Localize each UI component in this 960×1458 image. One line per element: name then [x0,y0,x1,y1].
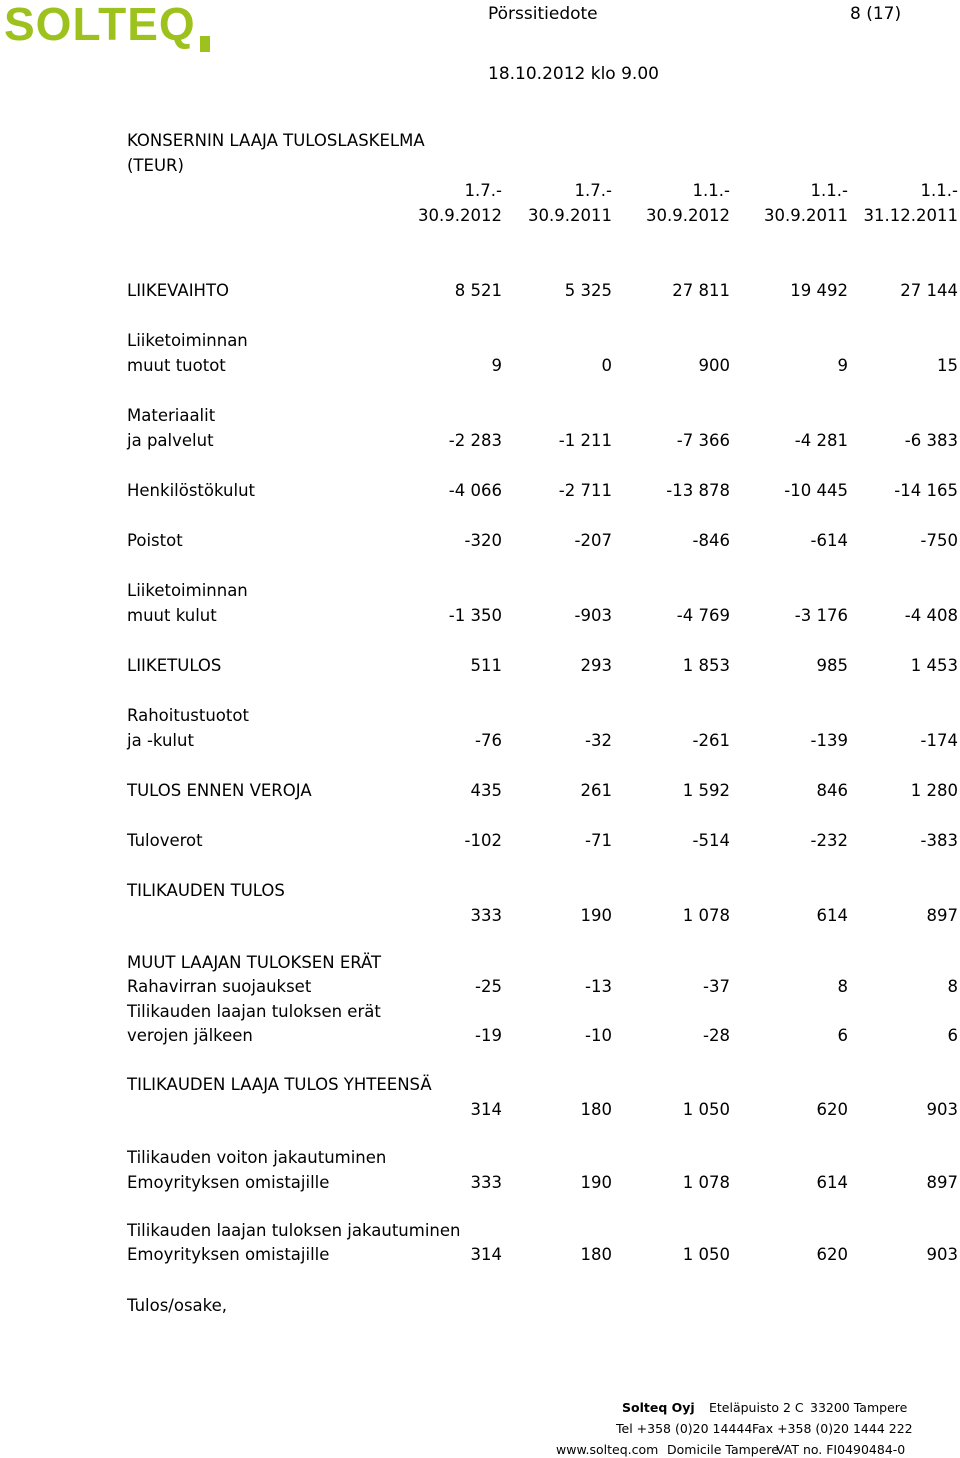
table-cell: -903 [574,606,612,625]
table-cell: 897 [926,1173,958,1192]
table-cell: -4 408 [904,606,958,625]
row-label: muut kulut [127,606,217,625]
table-cell: 0 [601,356,612,375]
table-cell: -76 [475,731,502,750]
row-label: TILIKAUDEN LAAJA TULOS YHTEENSÄ [127,1075,432,1094]
table-cell: 1 280 [910,781,958,800]
table-cell: 9 [491,356,502,375]
table-cell: -1 211 [558,431,612,450]
table-cell: -320 [464,531,502,550]
table-cell: 6 [947,1026,958,1045]
table-cell: 1 592 [682,781,730,800]
table-cell: -232 [810,831,848,850]
table-cell: 900 [698,356,730,375]
row-label: Emoyrityksen omistajille [127,1173,330,1192]
table-cell: -71 [585,831,612,850]
table-cell: -13 [585,977,612,996]
column-header-period-end: 30.9.2011 [764,206,848,225]
table-cell: 1 050 [682,1245,730,1264]
column-header-period-end: 30.9.2011 [528,206,612,225]
table-cell: -207 [574,531,612,550]
table-cell: 19 492 [790,281,848,300]
page-number: 8 (17) [850,4,902,24]
table-cell: -14 165 [894,481,958,500]
row-label: verojen jälkeen [127,1026,253,1045]
row-label: LIIKETULOS [127,656,222,675]
table-cell: -174 [920,731,958,750]
table-cell: -514 [692,831,730,850]
table-cell: 620 [816,1100,848,1119]
row-label: Tuloverot [127,831,203,850]
statement-unit: (TEUR) [127,156,184,175]
solteq-logo [4,0,224,56]
column-header-period-end: 30.9.2012 [418,206,502,225]
table-cell: -261 [692,731,730,750]
footer-vat: VAT no. FI0490484-0 [776,1442,906,1457]
column-header-period-start: 1.1.- [920,181,958,200]
solteq-logo-graphic [4,0,224,56]
table-cell: 1 078 [682,1173,730,1192]
footer-address: Eteläpuisto 2 C [709,1400,804,1415]
table-cell: -102 [464,831,502,850]
row-label: Poistot [127,531,183,550]
release-date: 18.10.2012 klo 9.00 [488,64,659,84]
table-cell: -32 [585,731,612,750]
row-label: Materiaalit [127,406,216,425]
row-label: Tulos/osake, [127,1296,228,1315]
footer-city: 33200 Tampere [810,1400,908,1415]
table-cell: 27 811 [672,281,730,300]
column-header-period-end: 30.9.2012 [646,206,730,225]
column-header-period-end: 31.12.2011 [863,206,958,225]
table-cell: -1 350 [448,606,502,625]
doc-type: Pörssitiedote [488,4,598,24]
row-label: Liiketoiminnan [127,581,248,600]
footer-web: www.solteq.com [556,1442,659,1457]
column-header-period-start: 1.1.- [810,181,848,200]
table-cell: 614 [816,1173,848,1192]
table-cell: -10 445 [784,481,848,500]
table-cell: 15 [937,356,958,375]
table-cell: 314 [470,1245,502,1264]
table-cell: -383 [920,831,958,850]
table-cell: 27 144 [900,281,958,300]
logo-wordmark: SOLTEQ [4,0,196,50]
table-cell: 511 [470,656,502,675]
table-cell: 8 [837,977,848,996]
row-label: Henkilöstökulut [127,481,256,500]
table-cell: -4 066 [448,481,502,500]
row-label: LIIKEVAIHTO [127,281,230,300]
table-cell: -4 769 [676,606,730,625]
footer-tel: Tel +358 (0)20 14444 [616,1421,753,1436]
table-cell: -846 [692,531,730,550]
table-cell: -3 176 [794,606,848,625]
row-label: TILIKAUDEN TULOS [127,881,285,900]
table-cell: 6 [837,1026,848,1045]
table-cell: 1 050 [682,1100,730,1119]
table-cell: 9 [837,356,848,375]
table-cell: 897 [926,906,958,925]
table-cell: 190 [580,1173,612,1192]
table-cell: 333 [470,1173,502,1192]
table-cell: 8 521 [454,281,502,300]
table-cell: -10 [585,1026,612,1045]
table-cell: 333 [470,906,502,925]
row-label: Emoyrityksen omistajille [127,1245,330,1264]
table-cell: 620 [816,1245,848,1264]
row-label: MUUT LAAJAN TULOKSEN ERÄT [127,953,382,972]
table-cell: 1 453 [910,656,958,675]
table-cell: 261 [580,781,612,800]
row-label: Tilikauden laajan tuloksen jakautuminen [127,1221,461,1240]
row-label: TULOS ENNEN VEROJA [127,781,312,800]
table-cell: 903 [926,1245,958,1264]
footer-company: Solteq Oyj [622,1400,695,1415]
row-label: Rahoitustuotot [127,706,249,725]
column-header-period-start: 1.7.- [574,181,612,200]
table-cell: 190 [580,906,612,925]
statement-title: KONSERNIN LAAJA TULOSLASKELMA [127,131,425,150]
table-cell: -2 283 [448,431,502,450]
row-label: Tilikauden laajan tuloksen erät [127,1002,381,1021]
table-cell: -19 [475,1026,502,1045]
table-cell: 1 853 [682,656,730,675]
table-cell: -25 [475,977,502,996]
row-label: Liiketoiminnan [127,331,248,350]
table-cell: -37 [703,977,730,996]
table-cell: 8 [947,977,958,996]
table-cell: 903 [926,1100,958,1119]
row-label: ja -kulut [127,731,194,750]
table-cell: 314 [470,1100,502,1119]
table-cell: -4 281 [794,431,848,450]
table-cell: -13 878 [666,481,730,500]
table-cell: 846 [816,781,848,800]
footer-domicile: Domicile Tampere [667,1442,779,1457]
column-header-period-start: 1.7.- [464,181,502,200]
table-cell: 435 [470,781,502,800]
table-cell: -7 366 [676,431,730,450]
table-cell: 180 [580,1100,612,1119]
table-cell: -139 [810,731,848,750]
footer-fax: Fax +358 (0)20 1444 222 [752,1421,913,1436]
table-cell: 985 [816,656,848,675]
table-cell: 293 [580,656,612,675]
table-cell: -6 383 [904,431,958,450]
column-header-period-start: 1.1.- [692,181,730,200]
table-cell: 1 078 [682,906,730,925]
table-cell: 614 [816,906,848,925]
row-label: Tilikauden voiton jakautuminen [127,1148,387,1167]
table-cell: 180 [580,1245,612,1264]
table-cell: 5 325 [564,281,612,300]
row-label: Rahavirran suojaukset [127,977,312,996]
row-label: ja palvelut [127,431,214,450]
table-cell: -614 [810,531,848,550]
row-label: muut tuotot [127,356,226,375]
table-cell: -750 [920,531,958,550]
table-cell: -28 [703,1026,730,1045]
table-cell: -2 711 [558,481,612,500]
